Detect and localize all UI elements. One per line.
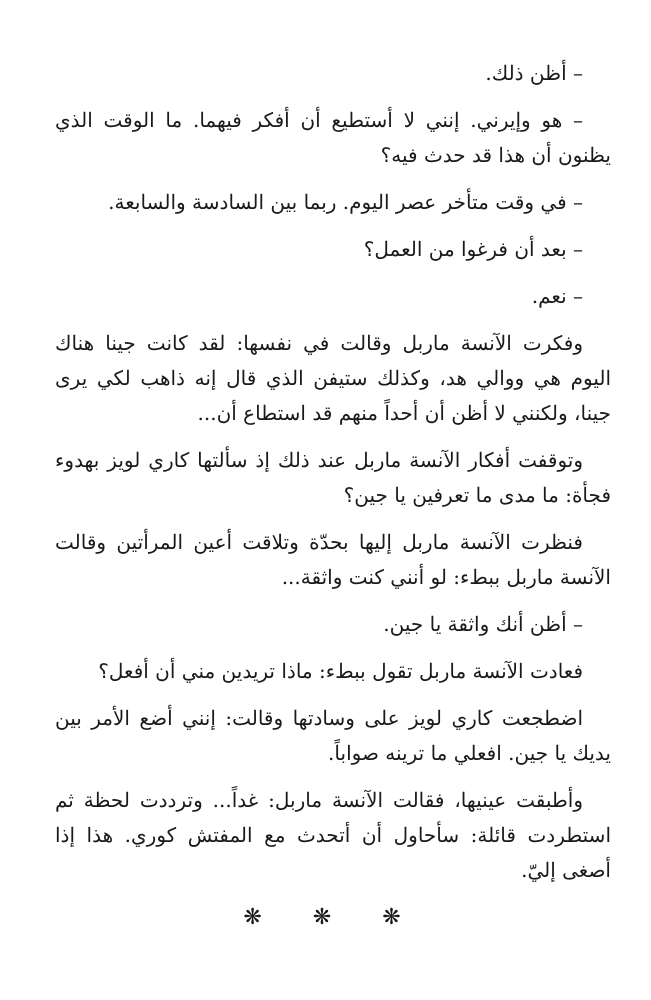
narrative-paragraph: وأطبقت عينيها، فقالت الآنسة ماربل: غداً... وترددت لحظة ثم استطردت قائلة: سأحاول أن أتحدث مع المفتش كوري. هذا إذا أصغى إليّ. (55, 788, 611, 882)
narrative-paragraph: فنظرت الآنسة ماربل إليها بحدّة وتلاقت أعين المرأتين وقالت الآنسة ماربل ببطء: لو أنني كنت واثقة... (55, 530, 611, 589)
dialogue-line: – نعم. (531, 284, 583, 308)
dialogue-line: – بعد أن فرغوا من العمل؟ (363, 237, 583, 261)
narrative-paragraph: وفكرت الآنسة ماربل وقالت في نفسها: لقد كانت جينا هناك اليوم هي ووالي هد، وكذلك ستيفن الذي قال إنه ذاهب لكي يرى جينا، ولكنني لا أظن أن أحداً منهم قد استطاع أن... (55, 331, 611, 425)
dialogue-line: – أظن أنك واثقة يا جين. (383, 612, 583, 636)
dialogue-line: – هو وإيرني. إنني لا أستطيع أن أفكر فيهما. ما الوقت الذي يظنون أن هذا قد حدث فيه؟ (55, 108, 611, 167)
book-page (55, 56, 611, 935)
narrative-paragraph: وتوقفت أفكار الآنسة ماربل عند ذلك إذ سألتها كاري لويز بهدوء فجأة: ما مدى ما تعرفين يا جين؟ (55, 448, 611, 507)
narrative-paragraph: اضطجعت كاري لويز على وسادتها وقالت: إنني أضع الأمر بين يديك يا جين. افعلي ما ترينه صواباً. (55, 706, 611, 765)
section-break-ornament: ❋ ❋ ❋ (243, 905, 423, 930)
dialogue-line: – أظن ذلك. (485, 61, 583, 85)
narrative-paragraph: فعادت الآنسة ماربل تقول ببطء: ماذا تريدين مني أن أفعل؟ (98, 659, 583, 683)
dialogue-line: – في وقت متأخر عصر اليوم. ربما بين السادسة والسابعة. (108, 190, 583, 214)
